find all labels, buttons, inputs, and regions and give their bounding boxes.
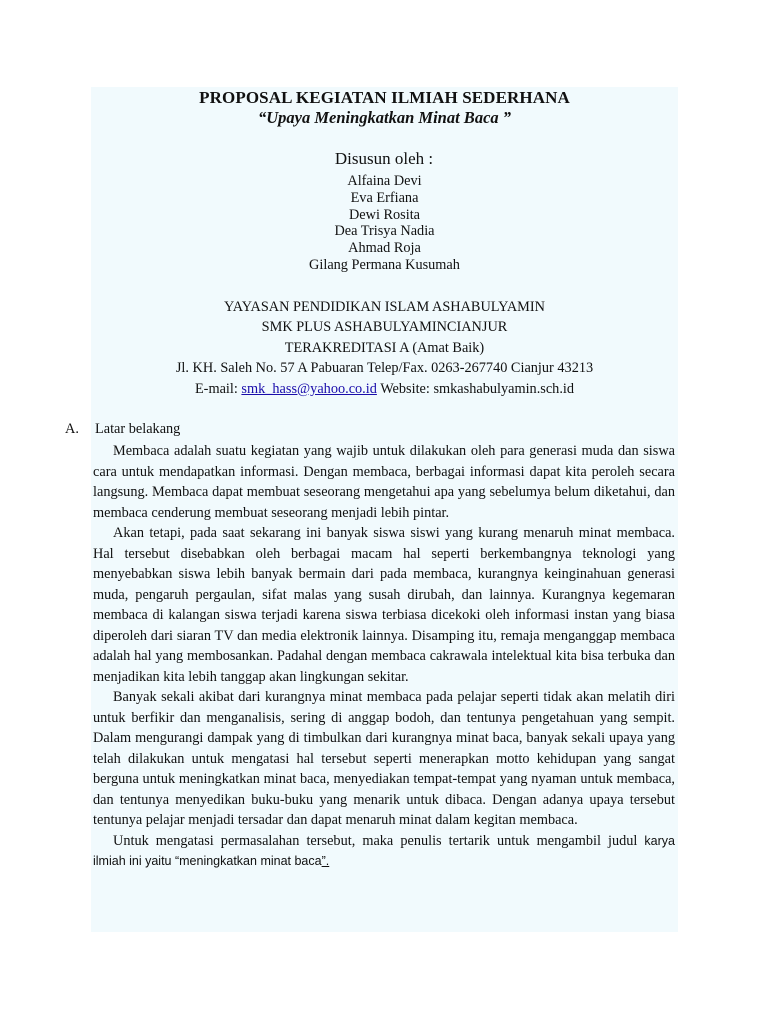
school-name: SMK PLUS ASHABULYAMINCIANJUR: [261, 319, 508, 336]
website-text: smkashabulyamin.sch.id: [433, 380, 575, 397]
section-body: [93, 441, 675, 872]
author-name: Alfaina Devi: [347, 173, 422, 189]
author-name: Dea Trisya Nadia: [334, 223, 435, 240]
author-name: Ahmad Roja: [348, 240, 421, 257]
last-paragraph-close: ”.: [321, 854, 330, 868]
last-paragraph-end: karya ilmiah ini yaitu “meningkatkan minat baca”.: [93, 833, 675, 868]
author-name: Gilang Permana Kusumah: [309, 256, 460, 273]
accreditation: TERAKREDITASI A (Amat Baik): [284, 339, 485, 356]
section-heading: [65, 421, 180, 438]
email-label: E-mail:: [194, 380, 242, 397]
institution-block: [91, 297, 678, 399]
body-paragraph: [93, 831, 675, 872]
email-link[interactable]: smk_hass@yahoo.co.id: [241, 380, 377, 397]
last-paragraph-start: Untuk mengatasi permasalahan tersebut, maka penulis tertarik untuk mengambil judul: [113, 832, 645, 849]
website-label: Website:: [376, 380, 434, 397]
composed-by-label: Disusun oleh :: [334, 149, 434, 168]
document-title: PROPOSAL KEGIATAN ILMIAH SEDERHANA: [199, 88, 570, 107]
author-name: Dewi Rosita: [348, 206, 421, 223]
body-paragraph: Akan tetapi, pada saat sekarang ini banyak siswa siswi yang kurang menaruh minat membaca. Hal tersebut disebabkan oleh berbagai macam hal seperti berkembangnya teknologi yang menyebabkan siswa lebih banyak bermain dari pada membaca, kurangnya keinginahuan generasi muda, pengaruh pergaulan, sifat malas yang susah dirubah, dan lainnya. Kurangnya kegemaran membaca di kalangan siswa terjadi karena siswa terbiasa dicekoki oleh informasi instan yang biasa diperoleh dari siaran TV dan media elektronik lainnya. Disamping itu, remaja menganggap membaca adalah hal yang membosankan. Padahal dengan membaca cakrawala intelektual kita bisa terbuka dan menjadikan kita lebih tanggap akan lingkungan sekitar.: [93, 525, 675, 685]
contact-line: [91, 379, 678, 399]
author-list: [91, 173, 678, 274]
body-paragraph: Membaca adalah suatu kegiatan yang wajib untuk dilakukan oleh para generasi muda dan siswa cara untuk mendapatkan informasi. Dengan membaca, berbagai informasi dapat kita peroleh secara langsung. Membaca dapat membuat seseorang mengetahui apa yang sebelumya belum diketahui, dan membaca cenderung membuat seseorang menjadi lebih pintar.: [93, 443, 675, 521]
document-subtitle: “Upaya Meningkatkan Minat Baca ”: [257, 108, 512, 127]
body-paragraph: Banyak sekali akibat dari kurangnya minat membaca pada pelajar seperti tidak akan melatih diri untuk berfikir dan menganalisis, sering di anggap bodoh, dan tentunya pengetahuan yang sempit. Dalam mengurangi dampak yang di timbulkan dari kurangnya minat baca, banyak sekali upaya yang telah dilakukan untuk mengatasi hal tersebut seperti menerapkan motto kehidupan yang sangat berguna untuk meningkatkan minat baca, menyediakan tempat-tempat yang nyaman untuk membaca, dan tentunya menyedikan buku-buku yang menarik untuk dibaca. Dengan adanya upaya tersebut tentunya pelajar menjadi tersadar dan dapat menaruh minat dalam kegitan membaca.: [93, 689, 675, 828]
author-name: Eva Erfiana: [350, 189, 419, 206]
section-letter: A.: [65, 421, 79, 437]
section-title: Latar belakang: [95, 421, 181, 437]
school-address: Jl. KH. Saleh No. 57 A Pabuaran Telep/Fax. 0263-267740 Cianjur 43213: [175, 360, 594, 377]
foundation-name: YAYASAN PENDIDIKAN ISLAM ASHABULYAMIN: [224, 299, 545, 315]
